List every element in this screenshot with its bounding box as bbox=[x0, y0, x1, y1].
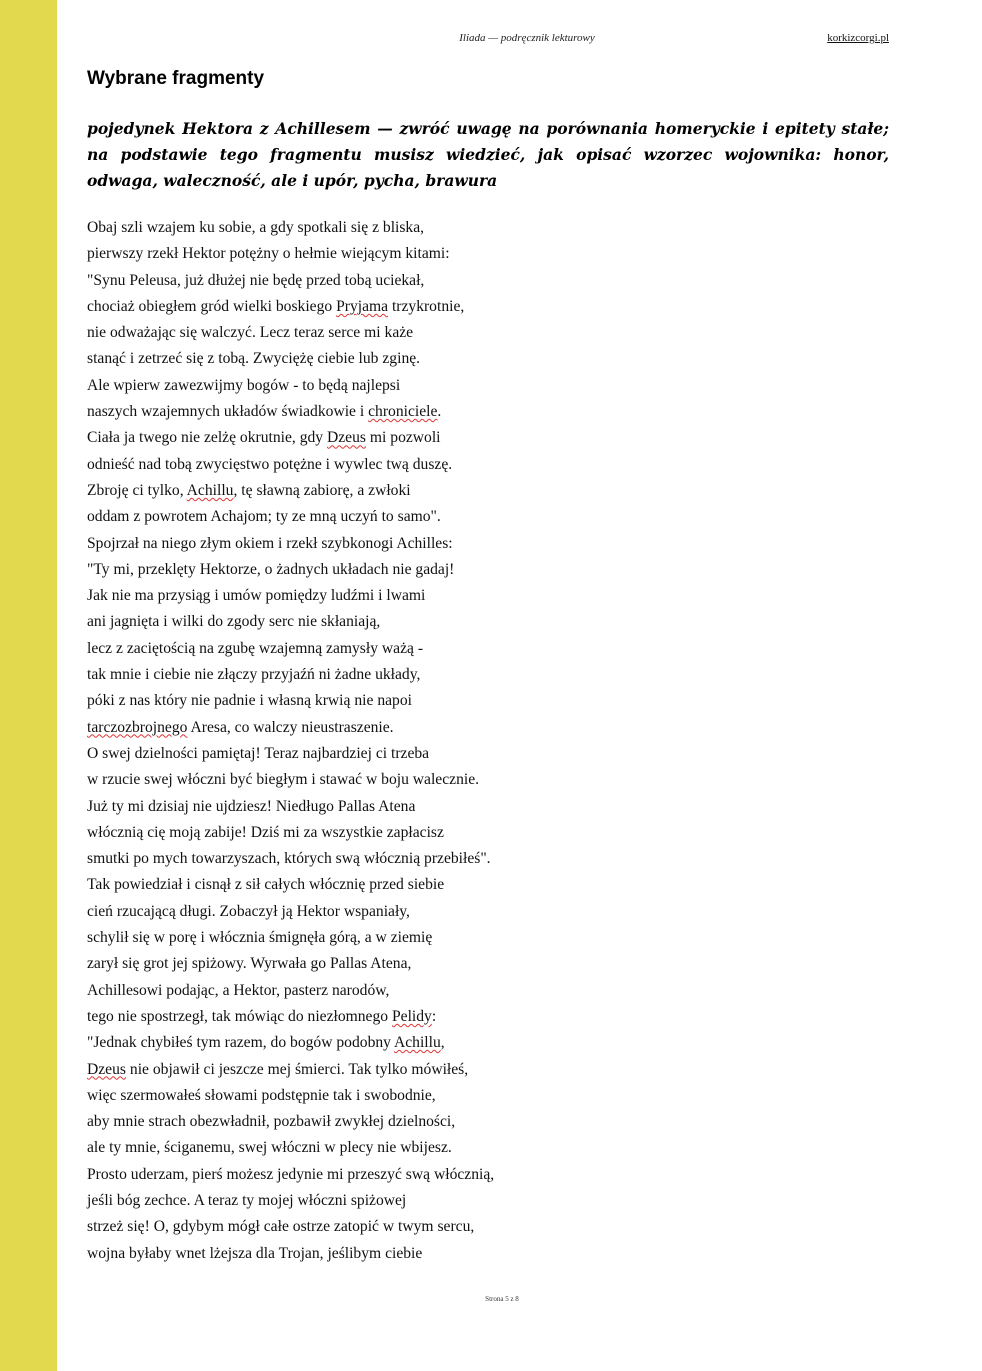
spellcheck-word[interactable]: Dzeus bbox=[87, 1060, 126, 1078]
poem-line: O swej dzielności pamiętaj! Teraz najbardziej ci trzeba bbox=[87, 744, 430, 762]
poem-line: wojna byłaby wnet lżejsza dla Trojan, jeślibym ciebie bbox=[87, 1244, 423, 1262]
header-title: Iliada — podręcznik lekturowy bbox=[459, 32, 595, 44]
poem-line: Ale wpierw zawezwijmy bogów - to będą najlepsi bbox=[87, 376, 401, 394]
poem-line: w rzucie swej włóczni być biegłym i stawać w boju walecznie. bbox=[87, 771, 480, 789]
poem-line: Zbroję ci tylko, Achillu, tę sławną zabiorę, a zwłoki bbox=[87, 481, 411, 499]
poem-line: "Jednak chybiłeś tym razem, do bogów podobny Achillu, bbox=[87, 1034, 445, 1052]
poem-line: Prosto uderzam, pierś możesz jedynie mi przeszyć swą włócznią, bbox=[87, 1165, 495, 1183]
section-title: Wybrane fragmenty bbox=[87, 68, 265, 89]
spellcheck-word[interactable]: Pelidy bbox=[391, 1007, 432, 1025]
poem-line: włócznią cię moją zabije! Dziś mi za wszystkie zapłacisz bbox=[87, 823, 444, 841]
poem-line: oddam z powrotem Achajom; ty ze mną uczyń to samo". bbox=[87, 508, 441, 526]
poem-text bbox=[87, 215, 647, 1267]
intro-paragraph: pojedynek Hektora z Achillesem — zwróć uwagę na porównania homeryckie i epitety stałe; na podstawie tego fragmentu musisz wiedzieć, jak opisać wzorzec wojownika: honor, odwaga, waleczność, ale i upór, pycha, brawura bbox=[87, 119, 889, 190]
poem-line: Achillesowi podając, a Hektor, pasterz narodów, bbox=[87, 981, 390, 999]
poem-line: Dzeus nie objawił ci jeszcze mej śmierci. Tak tylko mówiłeś, bbox=[87, 1060, 469, 1078]
poem-line: jeśli bóg zechce. A teraz ty mojej włóczni spiżowej bbox=[87, 1191, 407, 1209]
poem-line: odnieść nad tobą zwycięstwo potężne i wywlec twą duszę. bbox=[87, 455, 453, 473]
spellcheck-word[interactable]: tarczozbrojnego bbox=[87, 718, 188, 736]
poem-line: ani jagnięta i wilki do zgody serc nie skłaniają, bbox=[87, 613, 381, 631]
poem-line: więc szermowałeś słowami podstępnie tak i swobodnie, bbox=[87, 1086, 436, 1104]
poem-line: Już ty mi dzisiaj nie ujdziesz! Niedługo Pallas Atena bbox=[87, 797, 416, 815]
poem-line: aby mnie strach obezwładnił, pozbawił zwykłej dzielności, bbox=[87, 1113, 456, 1131]
poem-line: "Synu Peleusa, już dłużej nie będę przed tobą uciekał, bbox=[87, 271, 425, 289]
poem-line: Obaj szli wzajem ku sobie, a gdy spotkali się z bliska, bbox=[87, 219, 425, 236]
poem-line: Jak nie ma przysiąg i umów pomiędzy ludźmi i lwami bbox=[87, 587, 426, 605]
poem-line: zarył się grot jej spiżowy. Wyrwała go Pallas Atena, bbox=[87, 955, 412, 973]
spellcheck-word[interactable]: Pryjama bbox=[336, 297, 389, 315]
poem-line: tego nie spostrzegł, tak mówiąc do niezłomnego Pelidy: bbox=[87, 1007, 437, 1025]
poem-line: smutki po mych towarzyszach, których swą włócznią przebiłeś". bbox=[87, 850, 491, 868]
header-site-link[interactable]: korkizcorgi.pl bbox=[827, 32, 889, 44]
page-number: Strona 5 z 8 bbox=[485, 1295, 519, 1303]
poem-line: "Ty mi, przeklęty Hektorze, o żadnych układach nie gadaj! bbox=[87, 560, 455, 578]
poem-line: chociaż obiegłem gród wielki boskiego Pryjama trzykrotnie, bbox=[87, 297, 465, 315]
poem-line: nie odważając się walczyć. Lecz teraz serce mi każe bbox=[87, 324, 414, 342]
poem-line: pierwszy rzekł Hektor potężny o hełmie wiejącym kitami: bbox=[87, 245, 450, 263]
poem-line: Ciała ja twego nie zelżę okrutnie, gdy Dzeus mi pozwoli bbox=[87, 429, 441, 447]
spellcheck-word[interactable]: Achillu bbox=[394, 1034, 441, 1052]
poem-line: schylił się w porę i włócznia śmignęła górą, a w ziemię bbox=[87, 929, 433, 947]
poem-line: strzeż się! O, gdybym mógł całe ostrze zatopić w twym sercu, bbox=[87, 1218, 475, 1236]
poem-line: ale ty mnie, ściganemu, swej włóczni w plecy nie wbijesz. bbox=[87, 1139, 452, 1157]
poem-line: tak mnie i ciebie nie złączy przyjaźń ni żadne układy, bbox=[87, 666, 421, 684]
poem-line: Tak powiedział i cisnął z sił całych włócznię przed siebie bbox=[87, 876, 445, 894]
poem-line: lecz z zaciętością na zgubę wzajemną zamysły ważą - bbox=[87, 639, 424, 657]
left-accent-bar bbox=[0, 0, 57, 1371]
poem-line: póki z nas który nie padnie i własną krwią nie napoi bbox=[87, 692, 412, 710]
poem-line: naszych wzajemnych układów świadkowie i chroniciele. bbox=[87, 403, 442, 421]
poem-line: cień rzucającą długi. Zobaczył ją Hektor wspaniały, bbox=[87, 902, 410, 920]
poem-line: Spojrzał na niego złym okiem i rzekł szybkonogi Achilles: bbox=[87, 534, 453, 552]
spellcheck-word[interactable]: Dzeus bbox=[327, 429, 366, 447]
document-page bbox=[57, 0, 982, 1371]
poem-line: stanąć i zetrzeć się z tobą. Zwyciężę ciebie lub zginę. bbox=[87, 350, 421, 368]
spellcheck-word[interactable]: Achillu bbox=[186, 481, 234, 499]
spellcheck-word[interactable]: chroniciele bbox=[368, 403, 438, 421]
poem-line: tarczozbrojnego Aresa, co walczy nieustraszenie. bbox=[87, 718, 394, 736]
